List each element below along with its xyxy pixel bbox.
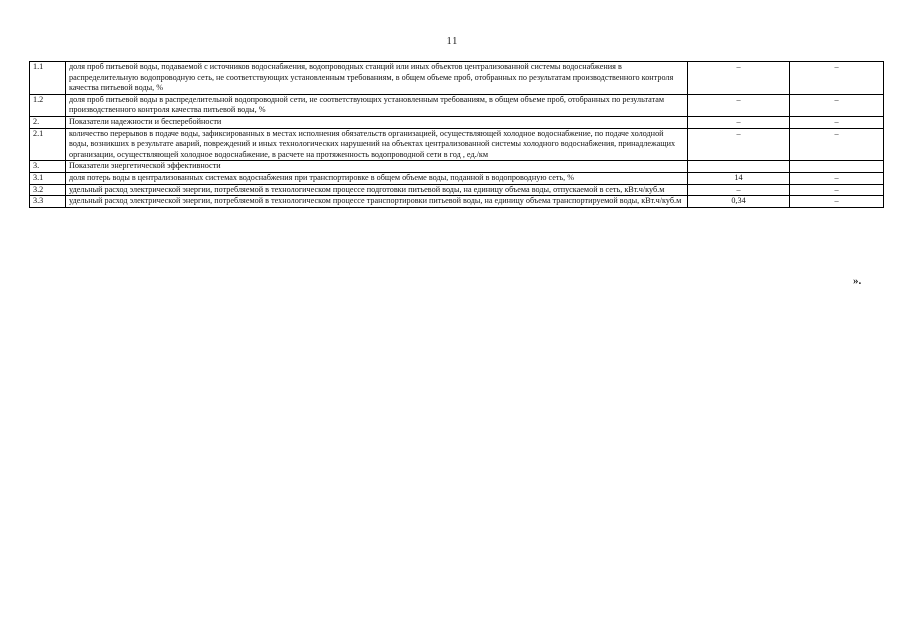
row-value-2: – (790, 62, 884, 95)
table-row (30, 184, 884, 196)
table-row (30, 161, 884, 173)
row-value-1: – (688, 184, 790, 196)
table-row (30, 128, 884, 161)
table-row (30, 116, 884, 128)
row-description: Показатели надежности и бесперебойности (66, 116, 688, 128)
row-number: 3.1 (30, 172, 66, 184)
row-value-1: – (688, 128, 790, 161)
row-value-1: 0,34 (688, 196, 790, 208)
row-number: 2. (30, 116, 66, 128)
row-value-2: – (790, 196, 884, 208)
row-value-1 (688, 161, 790, 173)
row-value-1: 14 (688, 172, 790, 184)
row-value-2: – (790, 116, 884, 128)
row-number: 1.1 (30, 62, 66, 95)
closing-quote-mark: ». (853, 275, 862, 287)
row-description: Показатели энергетической эффективности (66, 161, 688, 173)
row-description: доля проб питьевой воды, подаваемой с источников водоснабжения, водопроводных станций или иных объектов централизованной системы водоснабжения в распределительную водопроводную сеть, не соответствующих установленным требованиям, в общем объеме проб, отобранных по результатам производственного контроля качества питьевой воды, % (66, 62, 688, 95)
row-value-2: – (790, 128, 884, 161)
row-description: удельный расход электрической энергии, потребляемой в технологическом процессе транспортировки питьевой воды, на единицу объема транспортируемой воды, кВт.ч/куб.м (66, 196, 688, 208)
row-value-1: – (688, 116, 790, 128)
row-value-1: – (688, 94, 790, 116)
row-value-2 (790, 161, 884, 173)
row-value-2: – (790, 172, 884, 184)
row-number: 3.3 (30, 196, 66, 208)
row-value-2: – (790, 184, 884, 196)
table-row (30, 62, 884, 95)
row-number: 3. (30, 161, 66, 173)
row-value-2: – (790, 94, 884, 116)
row-number: 2.1 (30, 128, 66, 161)
row-description: удельный расход электрической энергии, потребляемой в технологическом процессе подготовки питьевой воды, на единицу объема воды, отпускаемой в сеть, кВт.ч/куб.м (66, 184, 688, 196)
table-row (30, 196, 884, 208)
table-row (30, 94, 884, 116)
row-value-1: – (688, 62, 790, 95)
row-number: 1.2 (30, 94, 66, 116)
page-number: 11 (446, 36, 459, 47)
row-description: количество перерывов в подаче воды, зафиксированных в местах исполнения обязательств организацией, осуществляющей холодное водоснабжение, по подаче холодной воды, возникших в результате аварий, повреждений и иных технологических нарушений на объектах централизованной системы холодного водоснабжения, принадлежащих организации, осуществляющей холодное водоснабжение, в расчете на протяженность водопроводной сети в год , ед./км (66, 128, 688, 161)
row-description: доля потерь воды в централизованных системах водоснабжения при транспортировке в общем объеме воды, поданной в водопроводную сеть, % (66, 172, 688, 184)
row-number: 3.2 (30, 184, 66, 196)
row-description: доля проб питьевой воды в распределительной водопроводной сети, не соответствующих установленным требованиям, в общем объеме проб, отобранных по результатам производственного контроля качества питьевой воды, % (66, 94, 688, 116)
table-row (30, 172, 884, 184)
indicators-table (29, 61, 884, 208)
